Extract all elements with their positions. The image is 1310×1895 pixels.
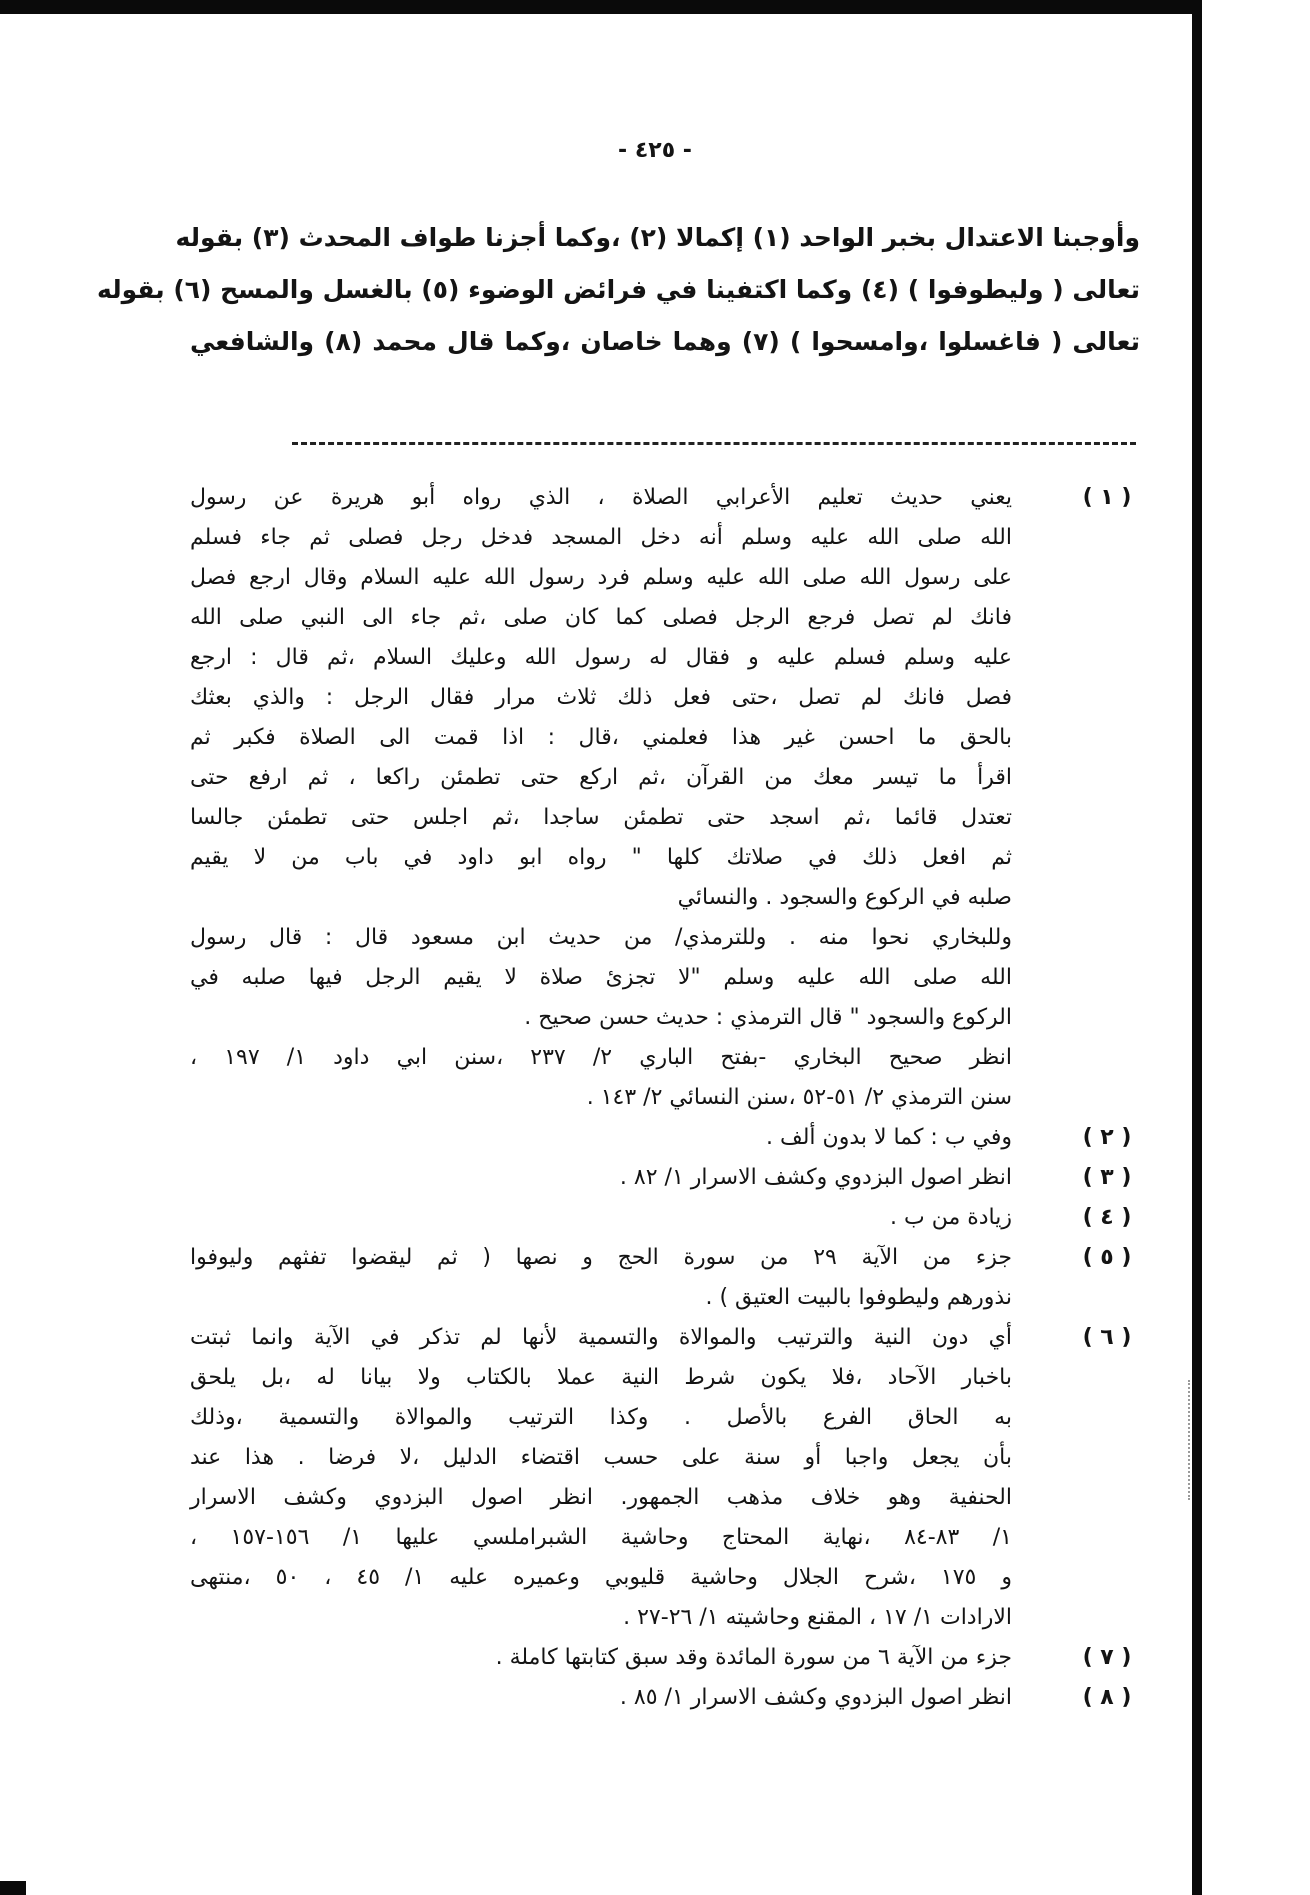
footnote-number: ( ١ ) <box>1082 485 1132 510</box>
footnote-line: سنن الترمذي ٢/ ٥١-٥٢ ،سنن النسائي ٢/ ١٤٣ . <box>586 1085 1012 1110</box>
footnote-line: عليه وسلم فسلم عليه و فقال له رسول الله وعليك السلام ،ثم قال : ارجع <box>190 645 1012 670</box>
footnote-8 <box>190 1678 1142 1718</box>
footnotes <box>190 478 1142 1718</box>
footnote-line: صلبه في الركوع والسجود . والنسائي <box>677 885 1012 910</box>
footnote-number: ( ٣ ) <box>1082 1165 1132 1190</box>
footnote-line: فصل فانك لم تصل ،حتى فعل ذلك ثلاث مرار فقال الرجل : والذي بعثك <box>190 685 1012 710</box>
footnote-line: الله صلى الله عليه وسلم أنه دخل المسجد فدخل رجل فصلى ثم جاء فسلم <box>190 525 1012 550</box>
footnote-line: أي دون النية والترتيب والموالاة والتسمية لأنها لم تذكر في الآية وانما ثبتت <box>190 1325 1012 1350</box>
footnote-line: جزء من الآية ٦ من سورة المائدة وقد سبق كتابتها كاملة . <box>495 1645 1012 1670</box>
footnote-line: الركوع والسجود " قال الترمذي : حديث حسن صحيح . <box>524 1005 1012 1030</box>
scan-corner-mark <box>0 1881 26 1895</box>
page-number: - ٤٢٥ - <box>618 138 692 163</box>
footnote-number: ( ٧ ) <box>1082 1645 1132 1670</box>
scan-margin-dots <box>1188 1380 1194 1500</box>
footnote-line: انظر اصول البزدوي وكشف الاسرار ١/ ٨٢ . <box>619 1165 1012 1190</box>
footnote-number: ( ٤ ) <box>1082 1205 1132 1230</box>
footnote-line: الارادات ١/ ١٧ ، المقنع وحاشيته ١/ ٢٦-٢٧ . <box>623 1605 1012 1630</box>
main-text-line: تعالى ( وليطوفوا ) (٤) وكما اكتفينا في فرائض الوضوء (٥) بالغسل والمسح (٦) بقوله <box>97 275 1140 304</box>
footnote-line: باخبار الآحاد ،فلا يكون شرط النية عملا بالكتاب ولا بيانا له ،بل يلحق <box>190 1365 1012 1390</box>
footnote-separator <box>292 442 1136 445</box>
footnote-line: بالحق ما احسن غير هذا فعلمني ،قال : اذا قمت الى الصلاة فكبر ثم <box>190 725 1012 750</box>
footnote-6 <box>190 1318 1142 1638</box>
footnote-line: الحنفية وهو خلاف مذهب الجمهور. انظر اصول البزدوي وكشف الاسرار <box>190 1485 1012 1510</box>
footnote-number: ( ٦ ) <box>1082 1325 1132 1350</box>
footnote-line: جزء من الآية ٢٩ من سورة الحج و نصها ( ثم ليقضوا تفثهم وليوفوا <box>190 1245 1013 1270</box>
footnote-number: ( ٨ ) <box>1082 1685 1132 1710</box>
footnote-line: نذورهم وليطوفوا بالبيت العتيق ) . <box>705 1285 1012 1310</box>
main-text-line: تعالى ( فاغسلوا ،وامسحوا ) (٧) وهما خاصان ،وكما قال محمد (٨) والشافعي <box>190 327 1140 356</box>
scan-top-border <box>0 0 1202 14</box>
footnote-line: به الحاق الفرع بالأصل . وكذا الترتيب والموالاة والتسمية ،وذلك <box>190 1405 1012 1430</box>
footnote-line: زيادة من ب . <box>890 1205 1012 1230</box>
footnote-line: الله صلى الله عليه وسلم "لا تجزئ صلاة لا يقيم الرجل فيها صلبه في <box>190 965 1012 990</box>
footnote-line: اقرأ ما تيسر معك من القرآن ،ثم اركع حتى تطمئن راكعا ، ثم ارفع حتى <box>190 765 1012 790</box>
main-text-line: وأوجبنا الاعتدال بخبر الواحد (١) إكمالا (٢) ،وكما أجزنا طواف المحدث (٣) بقوله <box>175 223 1140 252</box>
footnote-line: تعتدل قائما ،ثم اسجد حتى تطمئن ساجدا ،ثم اجلس حتى تطمئن جالسا <box>190 805 1012 830</box>
footnote-line: وللبخاري نحوا منه . وللترمذي/ من حديث ابن مسعود قال : قال رسول <box>190 925 1012 950</box>
footnote-1 <box>190 478 1142 1118</box>
footnote-line: انظر اصول البزدوي وكشف الاسرار ١/ ٨٥ . <box>619 1685 1012 1710</box>
main-text <box>97 210 1140 366</box>
footnote-5 <box>190 1238 1142 1318</box>
footnote-line: على رسول الله صلى الله عليه وسلم فرد رسول الله عليه السلام وقال ارجع فصل <box>190 565 1012 590</box>
footnote-3 <box>190 1158 1142 1198</box>
footnote-line: فانك لم تصل فرجع الرجل فصلى كما كان صلى ،ثم جاء الى النبي صلى الله <box>190 605 1012 630</box>
footnote-4 <box>190 1198 1142 1238</box>
footnote-line: وفي ب : كما لا بدون ألف . <box>765 1125 1012 1150</box>
scan-right-border <box>1192 0 1202 1895</box>
footnote-line: بأن يجعل واجبا أو سنة على حسب اقتضاء الدليل ،لا فرضا . هذا عند <box>190 1445 1012 1470</box>
footnote-7 <box>190 1638 1142 1678</box>
footnote-number: ( ٥ ) <box>1082 1245 1132 1270</box>
footnote-2 <box>190 1118 1142 1158</box>
footnote-line: يعني حديث تعليم الأعرابي الصلاة ، الذي رواه أبو هريرة عن رسول <box>190 485 1012 510</box>
footnote-line: و ١٧٥ ،شرح الجلال وحاشية قليوبي وعميره عليه ١/ ٤٥ ، ٥٠ ،منتهى <box>190 1565 1012 1590</box>
footnote-line: ١/ ٨٣-٨٤ ،نهاية المحتاج وحاشية الشبراملسي عليها ١/ ١٥٦-١٥٧ ، <box>190 1525 1012 1550</box>
footnote-line: ثم افعل ذلك في صلاتك كلها " رواه ابو داود في باب من لا يقيم <box>190 845 1012 870</box>
footnote-number: ( ٢ ) <box>1082 1125 1132 1150</box>
footnote-line: انظر صحيح البخاري -بفتح الباري ٢/ ٢٣٧ ،سنن ابي داود ١/ ١٩٧ ، <box>190 1045 1013 1070</box>
